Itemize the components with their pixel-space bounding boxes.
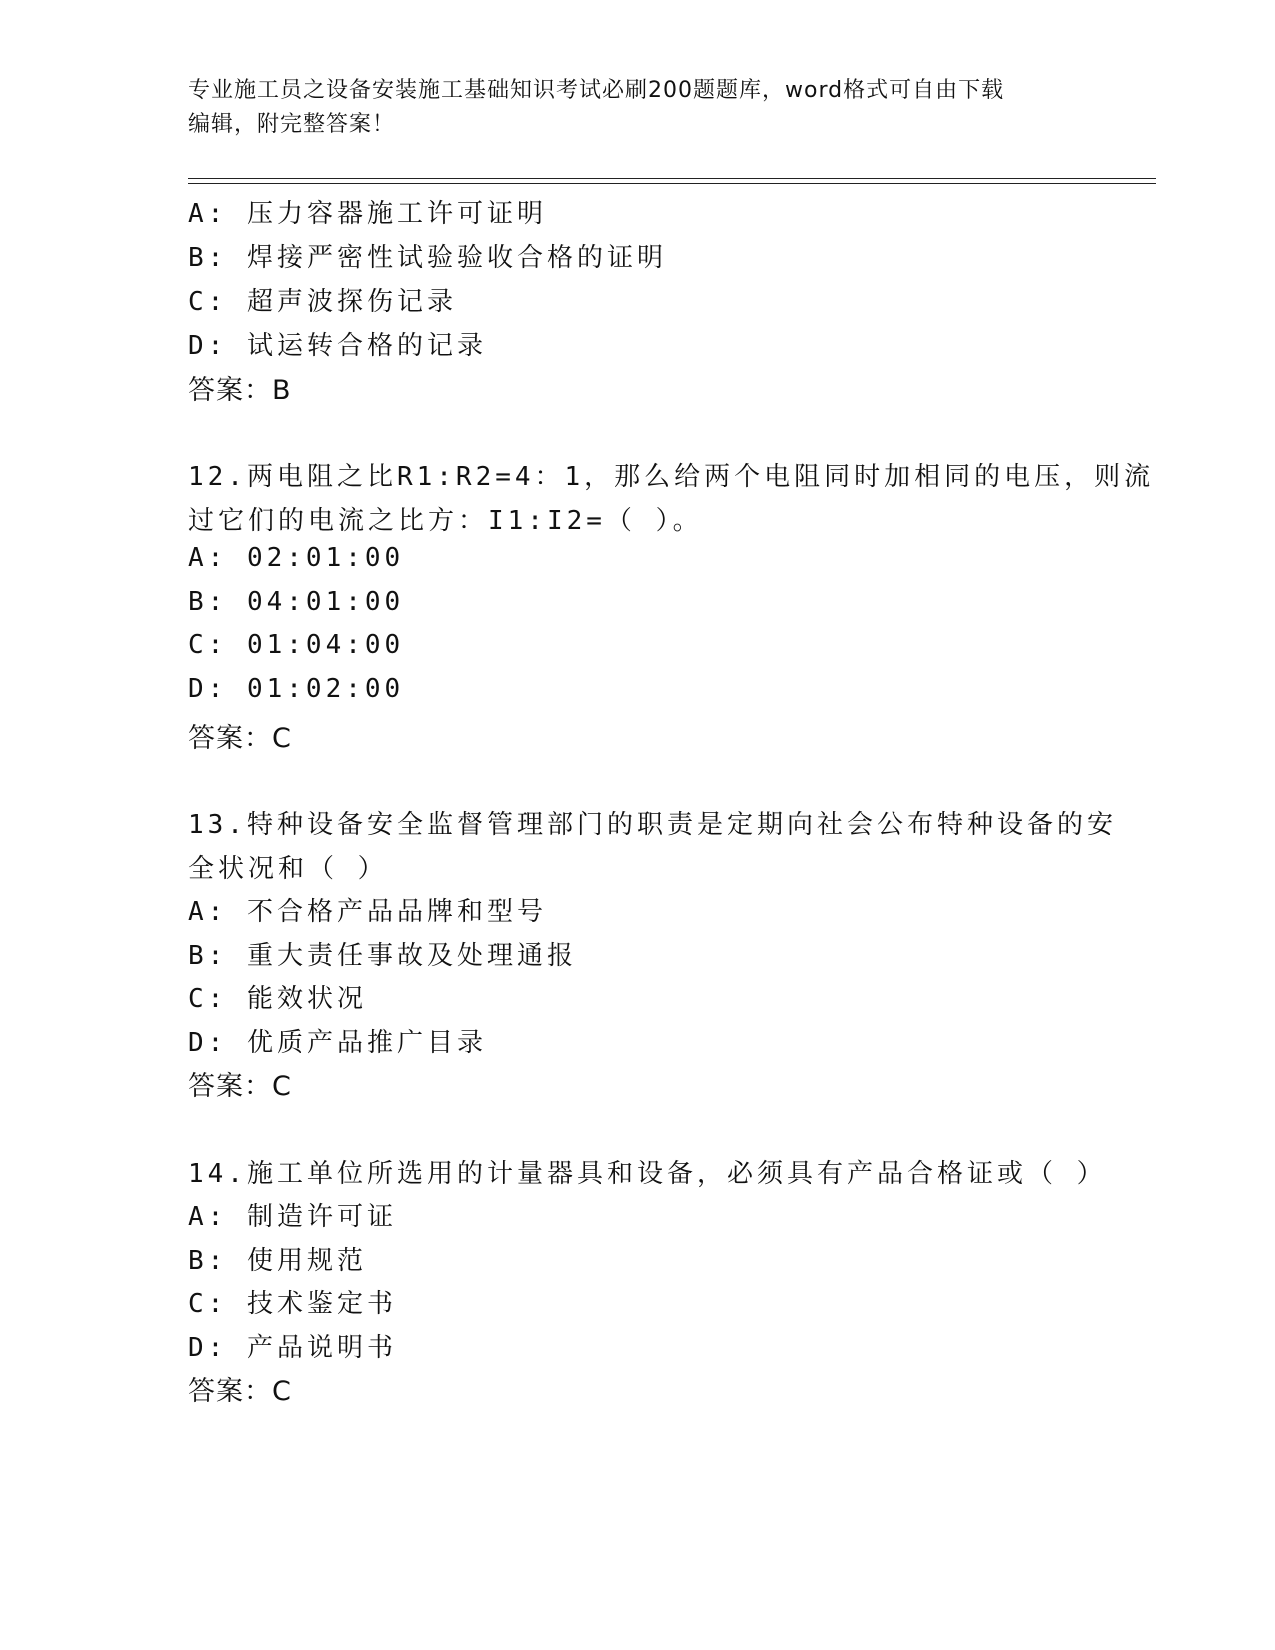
- q12-option-a: A: 02:01:00: [188, 543, 405, 573]
- q12-answer: 答案：C: [188, 723, 292, 754]
- q13-option-c: C: 能效状况: [188, 984, 367, 1014]
- q12-option-b: B: 04:01:00: [188, 587, 405, 617]
- header-line-2: 编辑，附完整答案！: [188, 112, 396, 137]
- q13-option-d: D: 优质产品推广目录: [188, 1028, 487, 1058]
- q12-option-c: C: 01:04:00: [188, 630, 405, 660]
- q12-stem-line-1: 12.两电阻之比R1:R2=4：1，那么给两个电阻同时加相同的电压，则流: [188, 462, 1155, 492]
- q13-option-b: B: 重大责任事故及处理通报: [188, 941, 577, 971]
- q13-stem-line-2: 全状况和（ ）: [188, 854, 388, 884]
- q12-stem-line-2: 过它们的电流之比方：I1:I2=（ ）。: [188, 506, 703, 536]
- document-header: [188, 74, 1068, 142]
- q14-option-b: B: 使用规范: [188, 1246, 367, 1276]
- q14-option-d: D: 产品说明书: [188, 1333, 397, 1363]
- q13-stem-line-1: 13.特种设备安全监督管理部门的职责是定期向社会公布特种设备的安: [188, 810, 1117, 840]
- q11-answer: 答案：B: [188, 375, 292, 406]
- q12-option-d: D: 01:02:00: [188, 674, 405, 704]
- q14-stem-line-1: 14.施工单位所选用的计量器具和设备，必须具有产品合格证或（ ）: [188, 1159, 1107, 1189]
- q11-option-d: D: 试运转合格的记录: [188, 331, 487, 361]
- header-divider-top: [188, 178, 1156, 179]
- q13-option-a: A: 不合格产品品牌和型号: [188, 897, 547, 927]
- header-divider-bottom: [188, 183, 1156, 184]
- q13-answer: 答案：C: [188, 1071, 292, 1102]
- header-line-1: 专业施工员之设备安装施工基础知识考试必刷200题题库，word格式可自由下载: [188, 78, 1005, 103]
- q14-answer: 答案：C: [188, 1376, 292, 1407]
- q11-option-a: A: 压力容器施工许可证明: [188, 199, 547, 229]
- q11-option-c: C: 超声波探伤记录: [188, 287, 457, 317]
- q14-option-a: A: 制造许可证: [188, 1202, 397, 1232]
- q11-option-b: B: 焊接严密性试验验收合格的证明: [188, 243, 667, 273]
- q14-option-c: C: 技术鉴定书: [188, 1289, 397, 1319]
